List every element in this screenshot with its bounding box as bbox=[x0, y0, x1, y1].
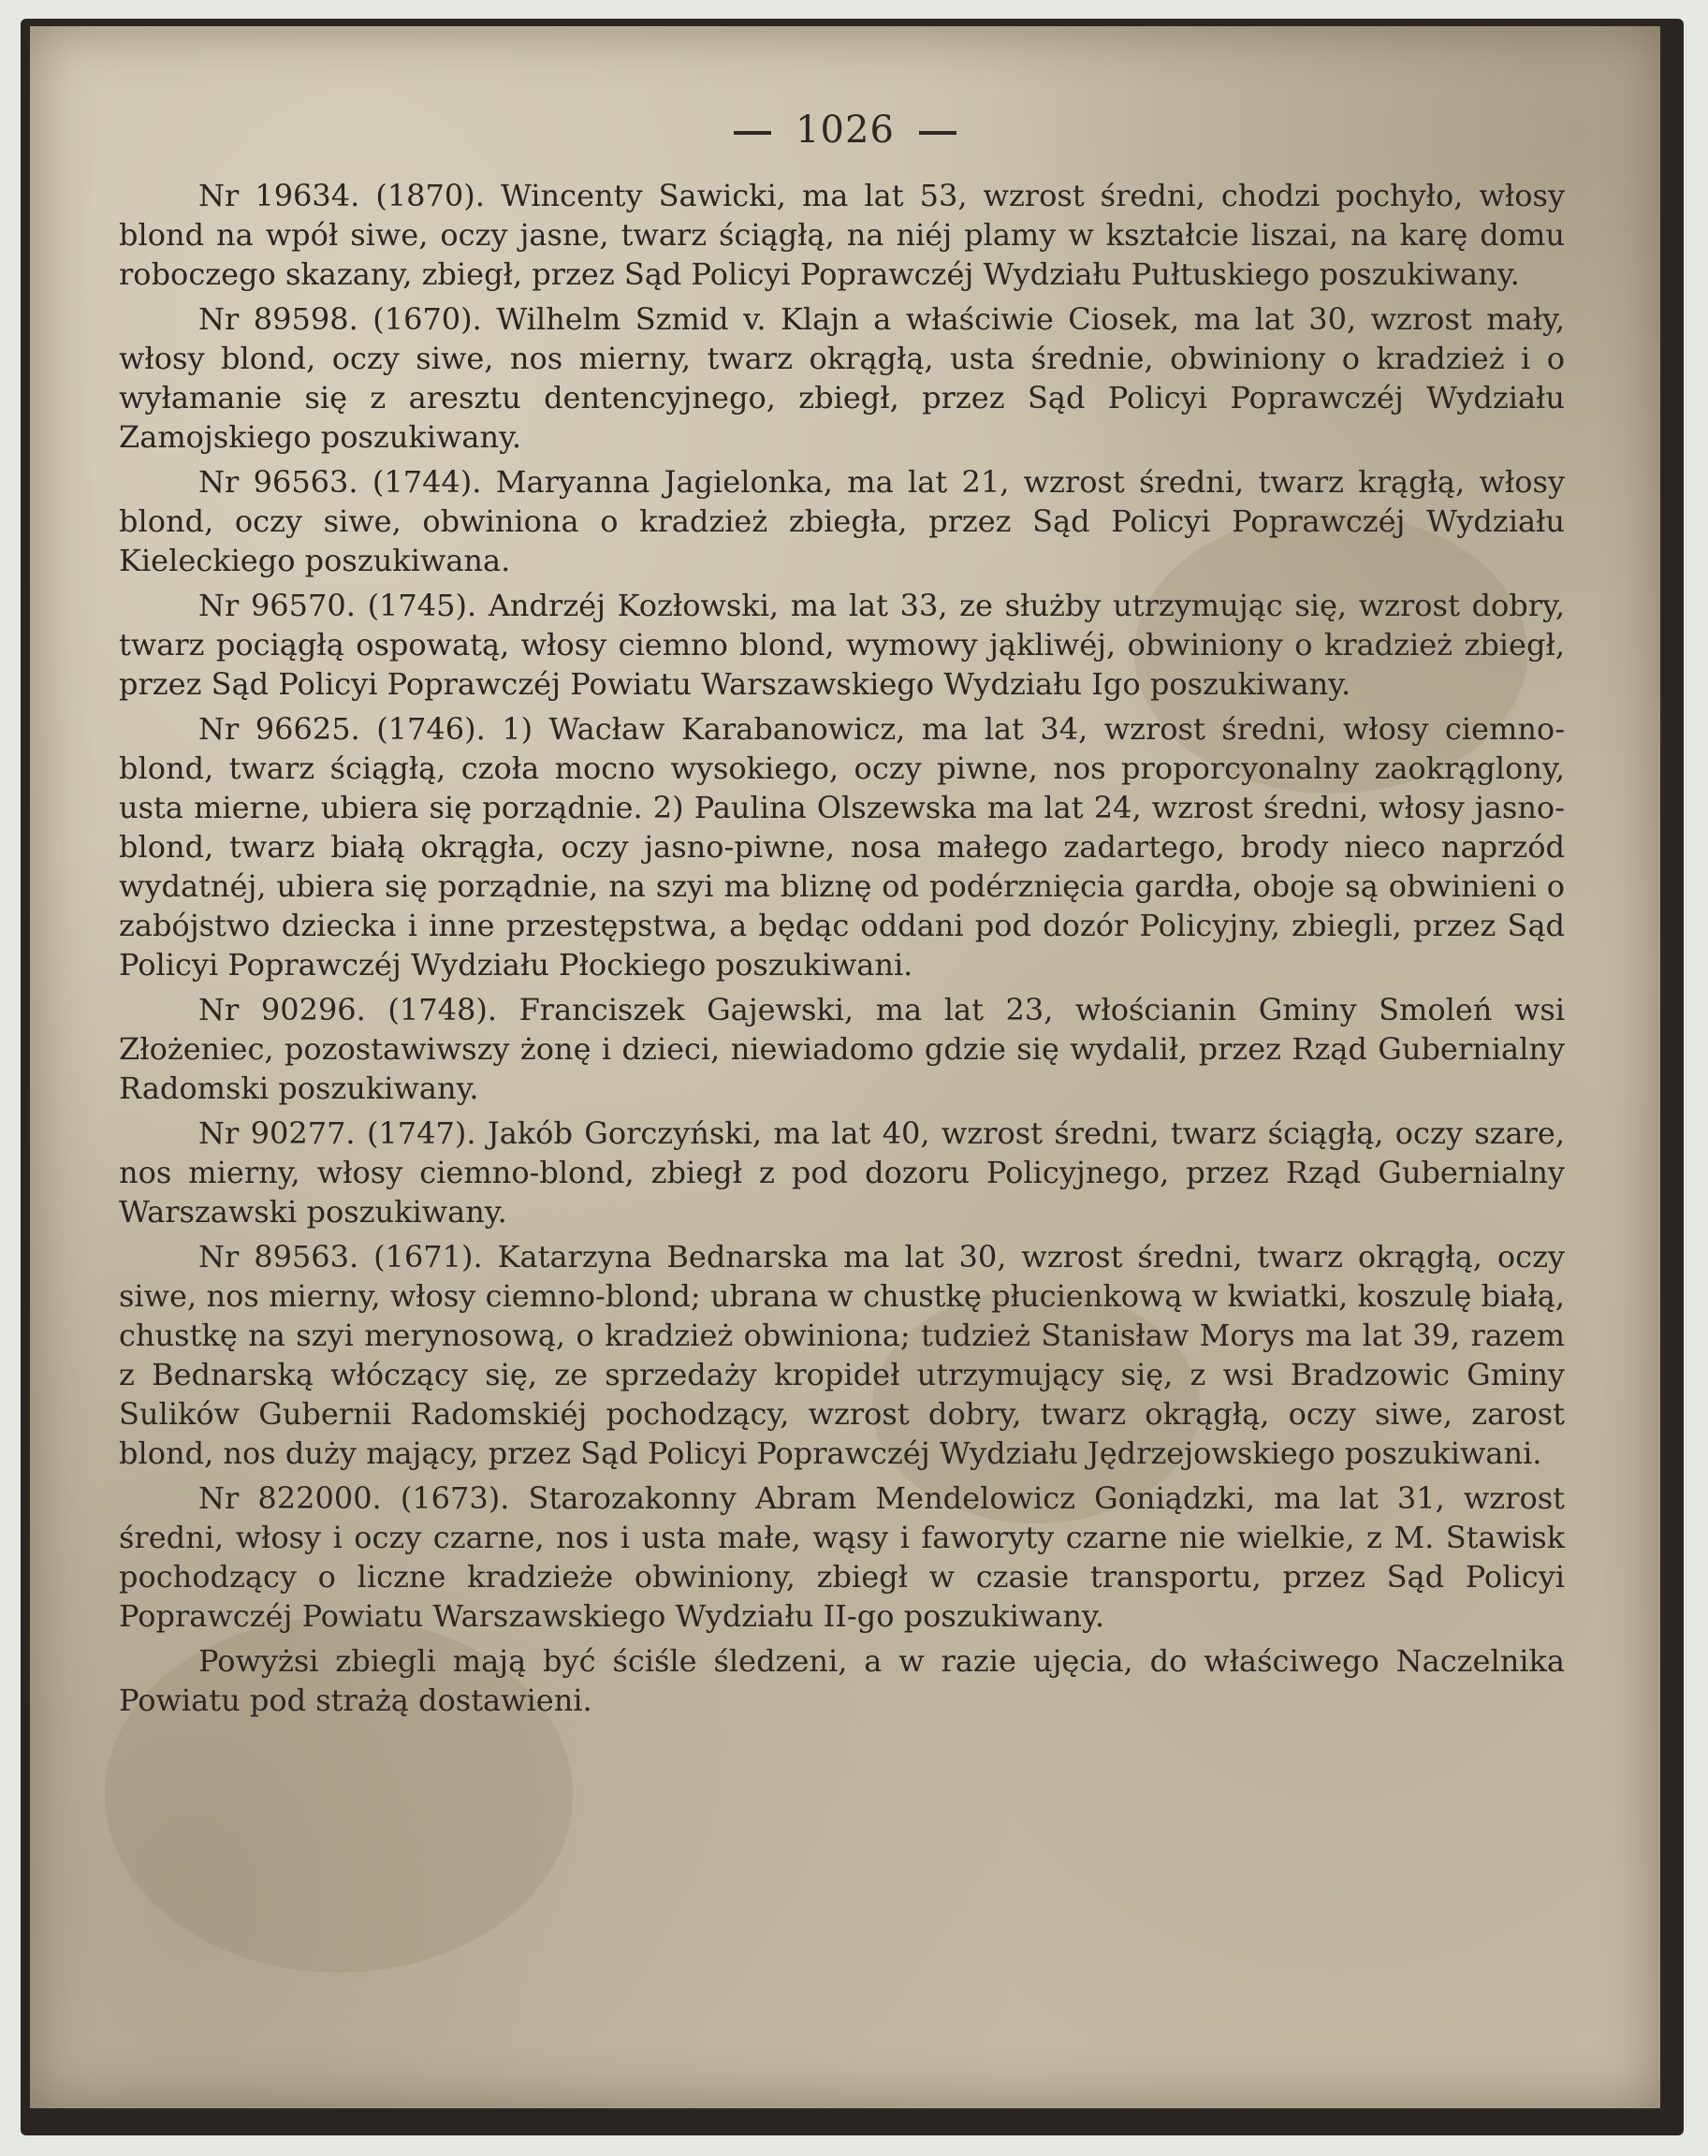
wanted-entry bbox=[119, 990, 1565, 1108]
entry-number: Nr 89598. (1670). bbox=[198, 301, 482, 337]
entry-text: Andrzéj Kozłowski, ma lat 33, ze służby utrzymując się, wzrost dobry, twarz pociągłą ospowatą, włosy ciemno blond, wymowy jąkliwéj, obwiniony o kradzież zbiegł, przez Sąd Policyi Poprawczéj Powiatu Warszawskiego Wydziału Igo poszukiwany. bbox=[119, 588, 1566, 702]
wanted-entry bbox=[119, 299, 1565, 457]
page-number-value: 1026 bbox=[796, 109, 895, 152]
entry-text: 1) Wacław Karabanowicz, ma lat 34, wzrost średni, włosy ciemno-blond, twarz ściągłą, czoła mocno wysokiego, oczy piwne, nos proporcyonalny zaokrąglony, usta mierne, ubiera się porządnie. 2) Paulina Olszewska ma lat 24, wzrost średni, włosy jasno-blond, twarz białą okrągła, oczy jasno-piwne, nosa małego zadartego, brody nieco naprzód wydatnéj, ubiera się porządnie, na szyi ma bliznę od podérznięcia gardła, oboje są obwinieni o zabójstwo dziecka i inne przestępstwa, a będąc oddani pod dozór Policyjny, zbiegli, przez Sąd Policyi Poprawczéj Wydziału Płockiego poszukiwani. bbox=[119, 711, 1566, 983]
wanted-entry bbox=[119, 1114, 1565, 1231]
document-page bbox=[30, 26, 1660, 2108]
closing-note: Powyżsi zbiegli mają być ściśle śledzeni, a w razie ujęcia, do właściwego Naczelnika Powiatu pod strażą dostawieni. bbox=[119, 1643, 1565, 1718]
entry-text: Maryanna Jagielonka, ma lat 21, wzrost średni, twarz krągłą, włosy blond, oczy siwe, obwiniona o kradzież zbiegła, przez Sąd Policyi Poprawczéj Wydziału Kieleckiego poszukiwana. bbox=[119, 464, 1566, 578]
entry-text: Wilhelm Szmid v. Klajn a właściwie Ciosek, ma lat 30, wzrost mały, włosy blond, oczy siwe, nos mierny, twarz okrągłą, usta średnie, obwiniony o kradzież i o wyłamanie się z aresztu dentencyjnego, zbiegł, przez Sąd Policyi Poprawczéj Wydziału Zamojskiego poszukiwany. bbox=[119, 301, 1566, 455]
wanted-entry bbox=[119, 586, 1565, 704]
entry-number: Nr 89563. (1671). bbox=[198, 1239, 483, 1275]
wanted-entry bbox=[119, 1237, 1565, 1473]
entry-number: Nr 90296. (1748). bbox=[198, 992, 497, 1027]
wanted-entry bbox=[119, 1479, 1565, 1636]
entry-number: Nr 90277. (1747). bbox=[198, 1115, 476, 1151]
wanted-entry bbox=[119, 462, 1565, 580]
page-number-dash-right bbox=[919, 131, 956, 135]
page-number-dash-left bbox=[734, 131, 771, 135]
entry-text: Jakób Gorczyński, ma lat 40, wzrost średni, twarz ściągłą, oczy szare, nos mierny, włosy ciemno-blond, zbiegł z pod dozoru Policyjnego, przez Rząd Gubernialny Warszawski poszukiwany. bbox=[119, 1115, 1566, 1230]
entry-number: Nr 822000. (1673). bbox=[198, 1480, 510, 1516]
entry-number: Nr 19634. (1870). bbox=[198, 178, 485, 213]
entry-text: Starozakonny Abram Mendelowicz Goniądzki, ma lat 31, wzrost średni, włosy i oczy czarne, nos i usta małe, wąsy i faworyty czarne nie wielkie, z M. Stawisk pochodzący o liczne kradzieże obwiniony, zbiegł w czasie transportu, przez Sąd Policyi Poprawczéj Powiatu Warszawskiego Wydziału II-go poszukiwany. bbox=[119, 1480, 1566, 1634]
entry-number: Nr 96625. (1746). bbox=[198, 711, 486, 747]
wanted-entry bbox=[119, 176, 1565, 294]
wanted-entry bbox=[119, 709, 1565, 984]
entry-number: Nr 96563. (1744). bbox=[198, 464, 482, 500]
entry-number: Nr 96570. (1745). bbox=[198, 588, 477, 623]
notice-text-block bbox=[119, 176, 1565, 1750]
page-number bbox=[30, 109, 1660, 152]
entry-text: Katarzyna Bednarska ma lat 30, wzrost średni, twarz okrągłą, oczy siwe, nos mierny, włosy ciemno-blond; ubrana w chustkę płucienkową w kwiatki, koszulę białą, chustkę na szyi merynosową, o kradzież obwiniona; tudzież Stanisław Morys ma lat 39, razem z Bednarską włóczący się, ze sprzedaży kropideł utrzymujący się, z wsi Bradzowic Gminy Sulików Gubernii Radomskiéj pochodzący, wzrost dobry, twarz okrągłą, oczy siwe, zarost blond, nos duży mający, przez Sąd Policyi Poprawczéj Wydziału Jędrzejowskiego poszukiwani. bbox=[119, 1239, 1566, 1471]
entry-text: Wincenty Sawicki, ma lat 53, wzrost średni, chodzi pochyło, włosy blond na wpół siwe, oczy jasne, twarz ściągłą, na niéj plamy w kształcie liszai, na karę domu roboczego skazany, zbiegł, przez Sąd Policyi Poprawczéj Wydziału Pułtuskiego poszukiwany. bbox=[119, 178, 1566, 292]
entry-text: Franciszek Gajewski, ma lat 23, włościanin Gminy Smoleń wsi Złożeniec, pozostawiwszy żonę i dzieci, niewiadomo gdzie się wydalił, przez Rząd Gubernialny Radomski poszukiwany. bbox=[119, 992, 1566, 1106]
